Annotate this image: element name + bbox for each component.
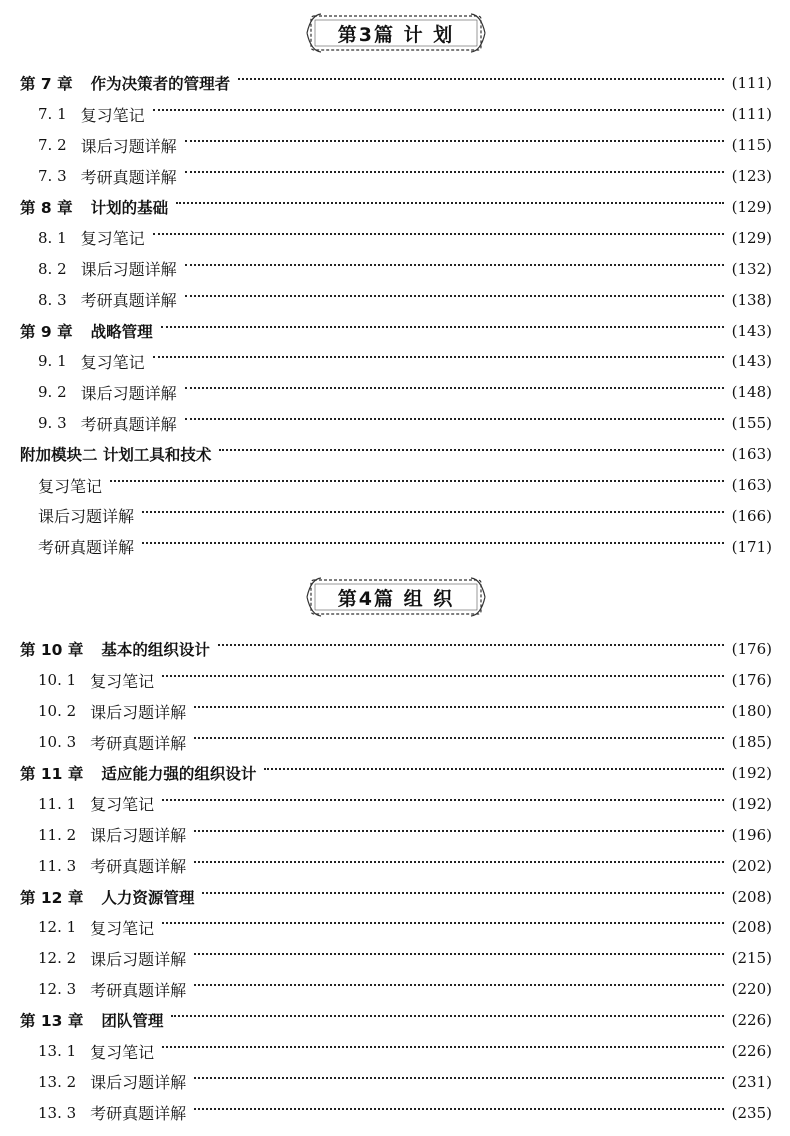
page-number: (132) — [731, 259, 772, 278]
toc-section — [20, 68, 772, 562]
page-number: (166) — [731, 506, 772, 525]
entry-title: 课后习题详解 — [90, 1073, 187, 1093]
entry-title: 复习笔记 — [90, 671, 155, 691]
dot-leader — [162, 799, 723, 801]
entry-title: 课后习题详解 — [90, 702, 187, 722]
entry-title: 基本的组织设计 — [101, 641, 210, 660]
dot-leader — [110, 480, 724, 482]
entry-title: 考研真题详解 — [90, 980, 187, 1000]
section-number: 10. 3 — [38, 733, 77, 752]
chapter-number: 第 13 章 — [20, 1012, 84, 1031]
toc-entry-chapter[interactable] — [20, 315, 772, 346]
dot-leader — [194, 737, 723, 739]
toc-entry-module[interactable] — [20, 439, 772, 470]
toc-entry-section[interactable] — [20, 1066, 772, 1097]
dot-leader — [162, 675, 723, 677]
entry-title: 考研真题详解 — [90, 857, 187, 877]
section-number: 7. 2 — [38, 136, 67, 155]
toc-entry-section[interactable] — [20, 1036, 772, 1067]
entry-title: 适应能力强的组织设计 — [101, 765, 257, 783]
entry-title: 考研真题详解 — [90, 733, 187, 753]
dot-leader — [194, 830, 723, 832]
toc-section — [20, 634, 772, 1128]
toc-entry-section[interactable] — [20, 727, 772, 758]
entry-title: 复习笔记 — [90, 1042, 155, 1062]
part-title: 第3篇 计 划 — [337, 23, 455, 46]
dot-leader — [238, 78, 724, 80]
page-number: (192) — [731, 794, 772, 813]
toc-entry-section[interactable] — [20, 470, 772, 501]
section-number: 7. 1 — [38, 105, 67, 124]
dot-leader — [194, 861, 723, 863]
dot-leader — [219, 449, 723, 451]
chapter-number: 第 7 章 — [20, 75, 73, 94]
dot-leader — [194, 1077, 723, 1079]
dot-leader — [176, 202, 724, 204]
page-number: (111) — [731, 105, 772, 124]
toc-entry-section[interactable] — [20, 500, 772, 531]
toc-entry-section[interactable] — [20, 788, 772, 819]
page-number: (163) — [731, 476, 772, 495]
dot-leader — [194, 1108, 723, 1110]
section-number: 12. 1 — [38, 918, 77, 937]
page-number: (208) — [731, 918, 772, 937]
section-number: 10. 2 — [38, 702, 77, 721]
page-number: (129) — [731, 198, 772, 216]
toc-entry-section[interactable] — [20, 819, 772, 850]
section-number: 13. 3 — [38, 1103, 77, 1122]
page-number: (192) — [731, 764, 772, 782]
page-number: (129) — [731, 228, 772, 247]
chapter-number: 第 11 章 — [20, 765, 84, 783]
chapter-number: 第 8 章 — [20, 199, 73, 217]
page-number: (163) — [731, 445, 772, 464]
section-number: 8. 3 — [38, 290, 67, 309]
entry-title: 人力资源管理 — [101, 888, 195, 907]
chapter-number: 第 9 章 — [20, 322, 73, 341]
page-number: (143) — [731, 352, 772, 371]
page-number: (231) — [731, 1072, 772, 1091]
dot-leader — [194, 706, 723, 708]
dot-leader — [185, 295, 724, 297]
section-number: 7. 3 — [38, 167, 67, 186]
entry-title: 计划的基础 — [90, 199, 169, 217]
entry-title: 复习笔记 — [90, 918, 155, 938]
dot-leader — [218, 644, 724, 646]
section-number: 12. 2 — [38, 949, 77, 968]
toc-entry-section[interactable] — [20, 130, 772, 161]
toc-entry-chapter[interactable] — [20, 192, 772, 223]
entry-title: 考研真题详解 — [80, 291, 177, 311]
toc-entry-section[interactable] — [20, 222, 772, 253]
entry-title: 课后习题详解 — [90, 949, 187, 969]
dot-leader — [161, 326, 724, 328]
section-number: 13. 1 — [38, 1042, 77, 1061]
toc-entry-section[interactable] — [20, 253, 772, 284]
page-number: (143) — [731, 321, 772, 340]
page-number: (176) — [731, 671, 772, 690]
section-number: 8. 1 — [38, 228, 67, 247]
page-number: (115) — [731, 136, 772, 155]
page-number: (138) — [731, 290, 772, 309]
dot-leader — [162, 1046, 723, 1048]
entry-title: 复习笔记 — [38, 476, 103, 496]
page-number: (171) — [731, 537, 772, 556]
toc-entry-section[interactable] — [20, 531, 772, 562]
toc-entry-section[interactable] — [20, 408, 772, 439]
page-number: (176) — [731, 640, 772, 659]
entry-title: 附加模块二 计划工具和技术 — [20, 446, 212, 465]
toc-entry-chapter[interactable] — [20, 758, 772, 789]
dot-leader — [162, 922, 723, 924]
toc-entry-section[interactable] — [20, 284, 772, 315]
entry-title: 课后习题详解 — [38, 507, 135, 527]
entry-title: 课后习题详解 — [80, 136, 177, 156]
section-number: 9. 1 — [38, 352, 67, 371]
dot-leader — [185, 264, 724, 266]
page-number: (226) — [731, 1011, 772, 1030]
page-number: (226) — [731, 1042, 772, 1061]
entry-title: 复习笔记 — [90, 795, 155, 815]
toc-entry-section[interactable] — [20, 665, 772, 696]
toc-entry-section[interactable] — [20, 346, 772, 377]
dot-leader — [185, 140, 724, 142]
section-number: 9. 3 — [38, 414, 67, 433]
toc-entry-section[interactable] — [20, 161, 772, 192]
entry-title: 考研真题详解 — [90, 1104, 187, 1124]
dot-leader — [194, 984, 723, 986]
section-number: 10. 1 — [38, 671, 77, 690]
toc-entry-section[interactable] — [20, 377, 772, 408]
section-number: 11. 3 — [38, 856, 77, 875]
dot-leader — [185, 418, 724, 420]
toc-entry-section[interactable] — [20, 943, 772, 974]
page-number: (202) — [731, 856, 772, 875]
dot-leader — [202, 892, 723, 894]
toc-entry-chapter[interactable] — [20, 1005, 772, 1036]
page-number: (180) — [731, 702, 772, 721]
entry-title: 复习笔记 — [80, 229, 145, 249]
page-number: (123) — [731, 167, 772, 186]
toc-entry-section[interactable] — [20, 99, 772, 130]
page-number: (155) — [731, 414, 772, 433]
toc-entry-section[interactable] — [20, 912, 772, 943]
dot-leader — [142, 511, 724, 513]
section-number: 9. 2 — [38, 383, 67, 402]
section-number: 13. 2 — [38, 1072, 77, 1091]
section-number: 11. 1 — [38, 794, 77, 813]
toc-entry-chapter[interactable] — [20, 634, 772, 665]
entry-title: 复习笔记 — [80, 352, 145, 372]
toc-entry-section[interactable] — [20, 974, 772, 1005]
dot-leader — [153, 356, 724, 358]
page-number: (215) — [731, 949, 772, 968]
part-title: 第4篇 组 织 — [337, 587, 455, 610]
dot-leader — [171, 1015, 723, 1017]
page-number: (148) — [731, 383, 772, 402]
entry-title: 课后习题详解 — [90, 826, 187, 846]
page-number: (185) — [731, 733, 772, 752]
part-banner — [305, 575, 487, 619]
dot-leader — [153, 233, 724, 235]
page-number: (220) — [731, 980, 772, 999]
toc-entry-chapter[interactable] — [20, 881, 772, 912]
toc-entry-section[interactable] — [20, 696, 772, 727]
dot-leader — [185, 171, 724, 173]
dot-leader — [142, 542, 724, 544]
entry-title: 课后习题详解 — [80, 260, 177, 280]
dot-leader — [153, 109, 724, 111]
entry-title: 复习笔记 — [80, 105, 145, 125]
section-number: 8. 2 — [38, 259, 67, 278]
toc-entry-chapter[interactable] — [20, 68, 772, 99]
section-number: 12. 3 — [38, 980, 77, 999]
page-number: (111) — [731, 74, 772, 93]
entry-title: 战略管理 — [90, 322, 153, 341]
entry-title: 课后习题详解 — [80, 383, 177, 403]
entry-title: 考研真题详解 — [80, 414, 177, 434]
entry-title: 考研真题详解 — [38, 538, 135, 558]
dot-leader — [194, 953, 723, 955]
part-banner — [305, 11, 487, 55]
entry-title: 考研真题详解 — [80, 167, 177, 187]
dot-leader — [185, 387, 724, 389]
chapter-number: 第 12 章 — [20, 888, 84, 907]
entry-title: 作为决策者的管理者 — [90, 75, 231, 94]
entry-title: 团队管理 — [101, 1012, 164, 1031]
chapter-number: 第 10 章 — [20, 641, 84, 660]
dot-leader — [264, 768, 723, 770]
toc-entry-section[interactable] — [20, 850, 772, 881]
page-number: (196) — [731, 825, 772, 844]
section-number: 11. 2 — [38, 825, 77, 844]
toc-entry-section[interactable] — [20, 1097, 772, 1128]
page-number: (208) — [731, 887, 772, 906]
page-number: (235) — [731, 1103, 772, 1122]
